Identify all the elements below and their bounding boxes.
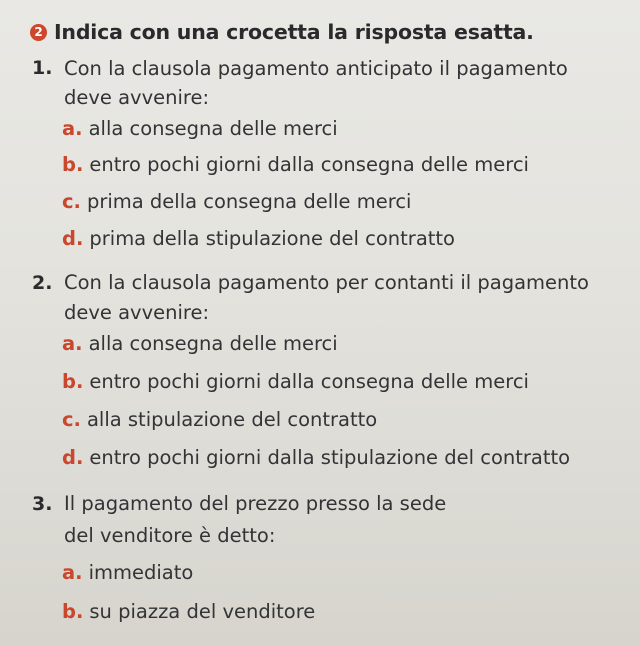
question-3-option-b[interactable] [62, 600, 315, 623]
question-3-line-2: del venditore è detto: [64, 524, 276, 547]
option-text: alla consegna delle merci [88, 117, 338, 140]
option-letter: c. [62, 408, 81, 431]
question-3-option-a[interactable] [62, 561, 193, 584]
question-2-option-c[interactable] [62, 408, 377, 431]
question-1-option-b[interactable] [62, 153, 529, 176]
question-1-line-2: deve avvenire: [64, 86, 210, 109]
question-2-option-a[interactable] [62, 332, 338, 355]
option-letter: d. [62, 446, 84, 469]
option-letter: a. [62, 332, 83, 355]
option-letter: b. [62, 600, 84, 623]
question-1-option-d[interactable] [62, 227, 455, 250]
option-text: entro pochi giorni dalla consegna delle merci [89, 370, 529, 393]
exercise-number-badge: 2 [30, 24, 47, 41]
option-letter: a. [62, 561, 83, 584]
question-2-option-d[interactable] [62, 446, 570, 469]
question-3-number: 3. [32, 493, 53, 515]
option-text: entro pochi giorni dalla consegna delle merci [89, 153, 529, 176]
option-letter: a. [62, 117, 83, 140]
option-text: entro pochi giorni dalla stipulazione del contratto [89, 446, 571, 469]
option-text: alla stipulazione del contratto [86, 408, 378, 431]
question-1-option-a[interactable] [62, 117, 338, 140]
question-2-line-2: deve avvenire: [64, 301, 210, 324]
option-text: immediato [88, 561, 194, 584]
question-1-option-c[interactable] [62, 190, 411, 213]
option-letter: b. [62, 370, 84, 393]
option-text: alla consegna delle merci [88, 332, 338, 355]
question-3-line-1: Il pagamento del prezzo presso la sede [64, 492, 447, 515]
question-2-line-1: Con la clausola pagamento per contanti il pagamento [64, 271, 589, 294]
option-letter: d. [62, 227, 84, 250]
option-letter: c. [62, 190, 81, 213]
option-text: su piazza del venditore [89, 600, 316, 623]
question-1-number: 1. [32, 57, 53, 79]
option-text: prima della stipulazione del contratto [89, 227, 455, 250]
option-letter: b. [62, 153, 84, 176]
question-1-line-1: Con la clausola pagamento anticipato il pagamento [64, 57, 568, 80]
option-text: prima della consegna delle merci [86, 190, 412, 213]
question-2-option-b[interactable] [62, 370, 529, 393]
exercise-instruction: Indica con una crocetta la risposta esatta. [54, 20, 534, 44]
question-2-number: 2. [32, 272, 53, 294]
exercise-title [30, 20, 534, 44]
